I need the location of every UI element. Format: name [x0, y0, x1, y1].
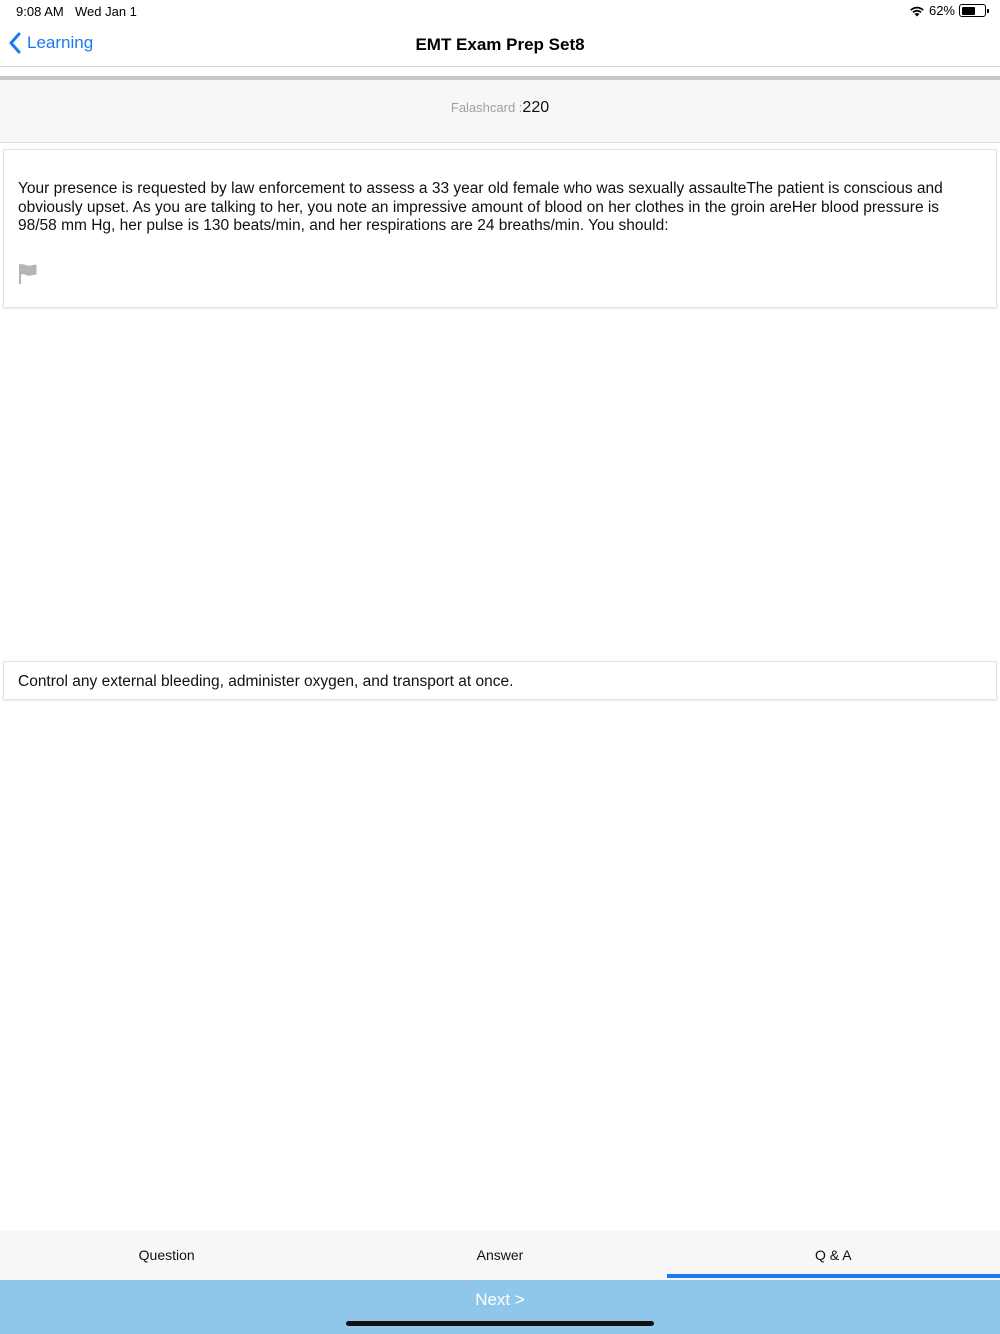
answer-card	[3, 661, 997, 700]
status-date: Wed Jan 1	[75, 4, 137, 19]
mode-tab-bar	[0, 1231, 1000, 1280]
battery-fill	[962, 7, 976, 15]
flag-icon[interactable]	[18, 263, 38, 285]
status-bar	[0, 0, 1000, 24]
battery-percent: 62%	[928, 3, 955, 18]
home-indicator[interactable]	[346, 1321, 654, 1326]
flashcard-counter	[0, 80, 1000, 143]
page-title: EMT Exam Prep Set8	[415, 35, 585, 54]
wifi-icon	[909, 5, 925, 17]
nav-bar	[0, 24, 1000, 67]
tab-answer[interactable]: Answer	[476, 1247, 524, 1263]
counter-value: 220	[522, 99, 550, 116]
question-card	[3, 149, 997, 308]
counter-label: Falashcard :	[450, 100, 523, 115]
back-label: Learning	[27, 33, 94, 52]
next-button[interactable]: Next >	[0, 1280, 1000, 1334]
answer-text: Control any external bleeding, administer oxygen, and transport at once.	[18, 673, 514, 690]
status-time: 9:08 AM	[16, 4, 64, 19]
battery-tip	[987, 9, 989, 13]
battery-icon	[959, 4, 986, 17]
status-indicators	[909, 3, 986, 18]
tab-question[interactable]: Question	[138, 1247, 195, 1263]
question-text: Your presence is requested by law enforcement to assess a 33 year old female who was sexually assaulteThe patient is conscious and obviously upset. As you are talking to her, you note an impressive amount of blood on her clothes in the groin areHer blood pressure is 98/58 mm Hg, her pulse is 130 beats/min, and her respirations are 24 breaths/min. You should:	[18, 180, 943, 234]
tab-qa[interactable]: Q & A	[667, 1231, 1000, 1280]
